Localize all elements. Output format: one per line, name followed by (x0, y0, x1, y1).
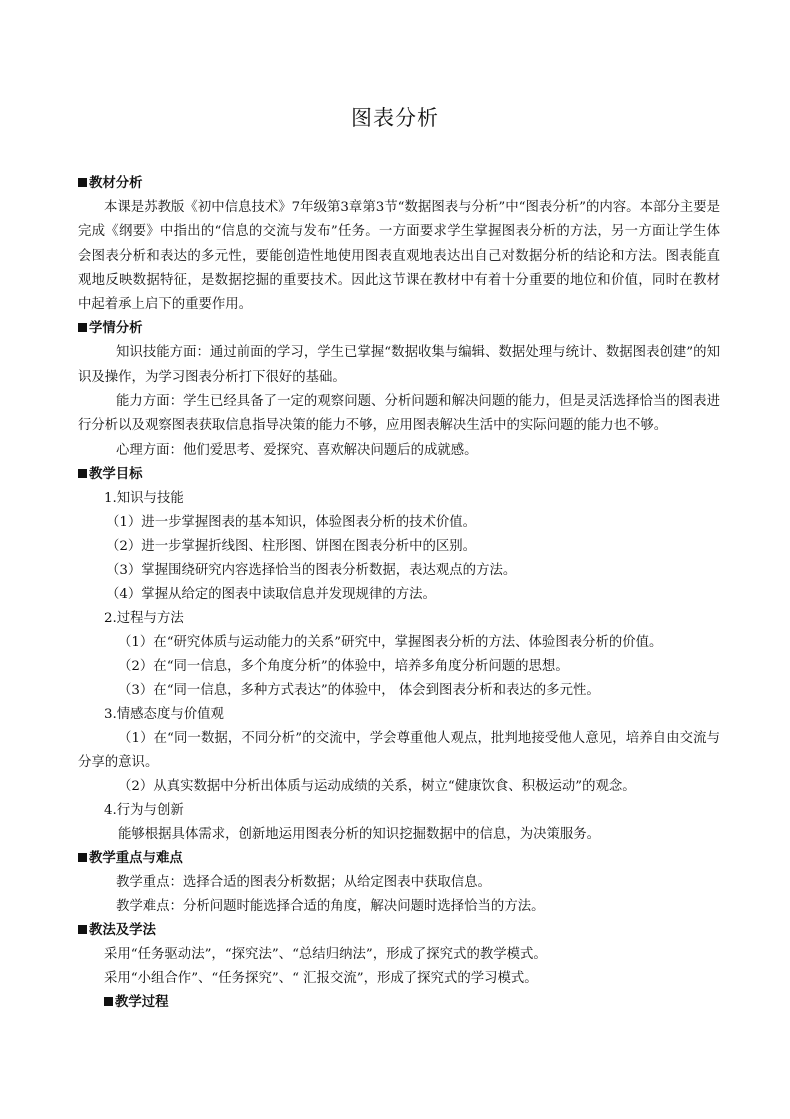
section-heading-text: 教学重点与难点 (89, 851, 183, 867)
section-heading-text: 教材分析 (89, 176, 143, 191)
goal-3-title: 3.情感态度与价值观 (104, 706, 224, 722)
section-heading-focus (78, 847, 720, 871)
goal-2-item: （2）在“同一信息，多个角度分析”的体验中，培养多角度分析问题的思想。 (118, 658, 569, 674)
square-bullet-icon (78, 853, 87, 862)
section-heading-goals (78, 463, 720, 487)
square-bullet-icon (78, 469, 87, 478)
goal-2-title: 2.过程与方法 (104, 610, 184, 626)
goal-1-item: （4）掌握从给定的图表中读取信息并发现规律的方法。 (106, 586, 436, 602)
section-heading-students (78, 317, 720, 341)
students-psychology-line: 心理方面：他们爱思考、爱探究、喜欢解决问题后的成就感。 (116, 442, 478, 458)
square-bullet-icon (104, 997, 113, 1006)
goal-4-title: 4.行为与创新 (104, 803, 184, 819)
section-heading-material (78, 172, 720, 196)
document-body (78, 172, 720, 1015)
square-bullet-icon (78, 323, 87, 332)
goal-3-item: （2）从真实数据中分析出体质与运动成绩的关系，树立“健康饮食、积极运动”的观念。 (118, 779, 636, 795)
goal-2-item: （3）在“同一信息，多种方式表达”的体验中， 体会到图表分析和表达的多元性。 (118, 682, 600, 698)
goal-1-item: （2）进一步掌握折线图、柱形图、饼图在图表分析中的区别。 (106, 538, 477, 554)
section-heading-process (78, 991, 720, 1015)
methods-teaching-line: 采用“任务驱动法”，“探究法”、“总结归纳法”，形成了探究式的教学模式。 (104, 947, 547, 963)
goal-4-text: 能够根据具体需求，创新地运用图表分析的知识挖掘数据中的信息，为决策服务。 (118, 827, 601, 843)
section-heading-text: 学情分析 (89, 321, 143, 337)
square-bullet-icon (78, 178, 87, 187)
methods-learning-line: 采用“小组合作”、“任务探究”、“ 汇报交流”，形成了探究式的学习模式。 (104, 971, 538, 987)
material-paragraph: 本课是苏教版《初中信息技术》7年级第3章第3节“数据图表与分析”中“图表分析”的内容。本部分主要是完成《纲要》中指出的“信息的交流与发布”任务。一方面要求学生掌握图表分析的方法，另一方面让学生体会图表分析和表达的多元性，要能创造性地使用图表直观地表达出自己对数据分析的结论和方法。图表能直观地反映数据特征，是数据挖掘的重要技术。因此这节课在教材中有着十分重要的地位和价值，同时在教材中起着承上启下的重要作用。 (78, 200, 720, 313)
page-title: 图表分析 (351, 106, 439, 130)
section-heading-text: 教学过程 (115, 995, 169, 1011)
goal-3-item: （1）在“同一数据，不同分析”的交流中，学会尊重他人观点，批判地接受他人意见，培养自由交流与分享的意识。 (78, 730, 720, 770)
goal-1-item: （3）掌握围绕研究内容选择恰当的图表分析数据，表达观点的方法。 (106, 562, 517, 578)
students-ability-paragraph: 能力方面：学生已经具备了一定的观察问题、分析问题和解决问题的能力，但是灵活选择恰当的图表进行分析以及观察图表获取信息指导决策的能力不够，应用图表解决生活中的实际问题的能力也不够。 (78, 394, 720, 434)
students-knowledge-paragraph: 知识技能方面：通过前面的学习，学生已掌握“数据收集与编辑、数据处理与统计、数据图表创建”的知识及操作，为学习图表分析打下很好的基础。 (78, 345, 720, 385)
goal-1-title: 1.知识与技能 (104, 490, 184, 506)
section-heading-methods (78, 919, 720, 943)
section-heading-text: 教法及学法 (89, 923, 156, 939)
focus-key-line: 教学重点：选择合适的图表分析数据；从给定图表中获取信息。 (116, 875, 491, 891)
square-bullet-icon (78, 925, 87, 934)
section-heading-text: 教学目标 (89, 466, 143, 482)
goal-2-item: （1）在“研究体质与运动能力的关系”研究中，掌握图表分析的方法、体验图表分析的价值。 (118, 634, 663, 650)
goal-1-item: （1）进一步掌握图表的基本知识，体验图表分析的技术价值。 (106, 514, 477, 530)
focus-difficult-line: 教学难点：分析问题时能选择合适的角度，解决问题时选择恰当的方法。 (116, 899, 545, 915)
